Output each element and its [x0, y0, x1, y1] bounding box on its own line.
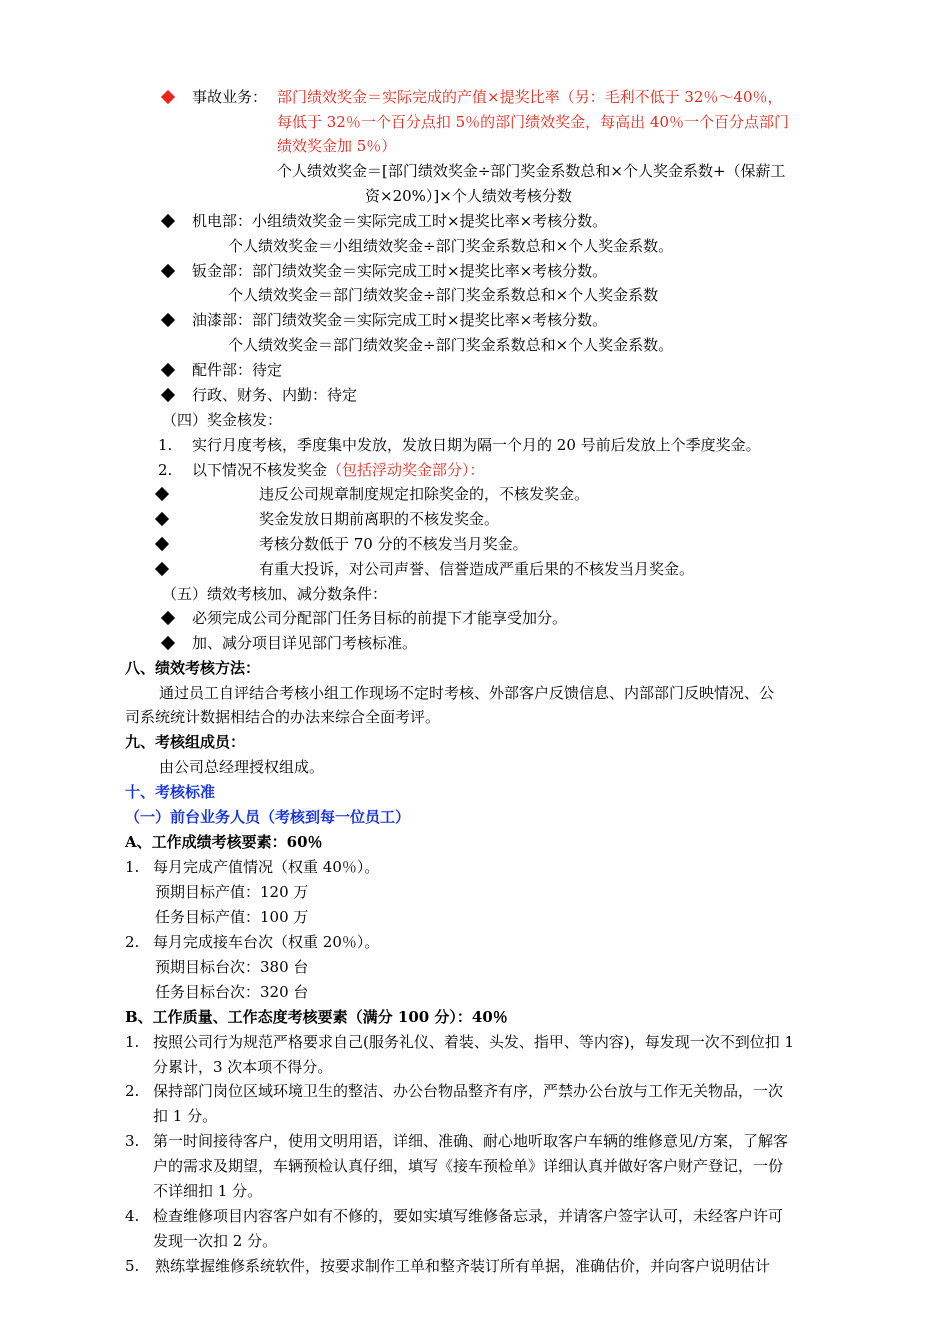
diamond-bullet-icon — [161, 90, 175, 104]
b-item-4-line-1: 检查维修项目内容客户如有不修的，要如实填写维修备忘录，并请客户签字认可，未经客户许可 — [153, 1207, 784, 1225]
item-number: 2. — [125, 1082, 140, 1100]
section8-line-2: 司系统统计数据相结合的办法来综合全面考评。 — [125, 708, 441, 726]
b-item-2-line-2: 扣 1 分。 — [153, 1107, 218, 1125]
dept-sheetmetal-line-1: 钣金部：部门绩效奖金＝实际完成工时×提奖比率×考核分数。 — [192, 262, 608, 280]
section4-item-2-note: （包括浮动奖金部分）： — [327, 461, 485, 479]
dept-paint-line-1: 油漆部：部门绩效奖金＝实际完成工时×提奖比率×考核分数。 — [192, 311, 608, 329]
diamond-bullet-icon — [161, 388, 175, 402]
dept-sheetmetal-line-2: 个人绩效奖金＝部门绩效奖金÷部门奖金系数总和×个人奖金系数 — [228, 286, 659, 304]
accident-line-2: 每低于 32％一个百分点扣 5％的部门绩效奖金，每高出 40％一个百分点部门 — [277, 113, 790, 131]
diamond-bullet-icon — [155, 487, 169, 501]
section-b-heading: B、工作质量、工作态度考核要素（满分 100 分）：40％ — [125, 1008, 508, 1026]
a-item-2-sub-1: 预期目标台次：380 台 — [155, 958, 309, 976]
b-item-3-line-1: 第一时间接待客户，使用文明用语，详细、准确、耐心地听取客户车辆的维修意见/方案，了解客 — [153, 1132, 789, 1150]
section5-item-1: 必须完成公司分配部门任务目标的前提下才能享受加分。 — [192, 609, 568, 627]
accident-line-5: 资×20%）]×个人绩效考核分数 — [365, 187, 572, 205]
b-item-3-line-3: 不详细扣 1 分。 — [153, 1182, 263, 1200]
dept-electrical-line-2: 个人绩效奖金＝小组绩效奖金÷部门奖金系数总和×个人奖金系数。 — [228, 237, 674, 255]
pending-parts: 配件部：待定 — [192, 361, 283, 379]
dept-paint-line-2: 个人绩效奖金＝部门绩效奖金÷部门奖金系数总和×个人奖金系数。 — [228, 336, 674, 354]
a-item-2: 每月完成接车台次（权重 20％）。 — [153, 933, 380, 951]
section5-item-2: 加、减分项目详见部门考核标准。 — [192, 634, 418, 652]
item-number: 2. — [125, 933, 140, 951]
section8-heading: 八、绩效考核方法： — [125, 659, 261, 677]
section-a-heading: A、工作成绩考核要素：60％ — [125, 833, 323, 851]
accident-label: 事故业务： — [192, 88, 268, 106]
accident-line-1: 部门绩效奖金＝实际完成的产值×提奖比率（另：毛利不低于 32％～40％， — [277, 88, 783, 106]
section10-heading: 十、考核标准 — [125, 783, 216, 801]
item-number: 1. — [158, 436, 173, 454]
a-item-1-sub-1: 预期目标产值：120 万 — [155, 883, 309, 901]
item-number: 5. — [125, 1257, 140, 1275]
accident-line-3: 绩效奖金加 5％） — [277, 137, 397, 155]
a-item-1-sub-2: 任务目标产值：100 万 — [155, 908, 309, 926]
item-number: 4. — [125, 1207, 140, 1225]
section9-line-1: 由公司总经理授权组成。 — [159, 758, 325, 776]
b-item-1-line-1: 按照公司行为规范严格要求自己(服务礼仪、着装、头发、指甲、等内容)，每发现一次不到位扣 1 — [153, 1033, 795, 1051]
b-item-2-line-1: 保持部门岗位区域环境卫生的整洁、办公台物品整齐有序，严禁办公台放与工作无关物品，一次 — [153, 1082, 784, 1100]
a-item-2-sub-2: 任务目标台次：320 台 — [155, 983, 309, 1001]
section4-item-2 — [192, 459, 485, 481]
section4-heading: （四）奖金核发： — [162, 411, 283, 429]
section4-item-2-text: 以下情况不核发奖金 — [192, 461, 328, 479]
section9-heading: 九、考核组成员： — [125, 733, 246, 751]
item-number: 3. — [125, 1132, 140, 1150]
dept-electrical-line-1: 机电部：小组绩效奖金＝实际完成工时×提奖比率×考核分数。 — [192, 212, 608, 230]
diamond-bullet-icon — [161, 363, 175, 377]
diamond-bullet-icon — [161, 611, 175, 625]
b-item-5-line-1: 熟练掌握维修系统软件，按要求制作工单和整齐装订所有单据，准确估价，并向客户说明估计 — [155, 1257, 771, 1275]
accident-line-4: 个人绩效奖金＝[部门绩效奖金÷部门奖金系数总和×个人奖金系数+（保薪工 — [277, 162, 786, 180]
b-item-1-line-2: 分累计，3 次本项不得分。 — [153, 1058, 333, 1076]
no-bonus-item-1: 违反公司规章制度规定扣除奖金的，不核发奖金。 — [259, 485, 590, 503]
section4-item-1: 实行月度考核，季度集中发放，发放日期为隔一个月的 20 号前后发放上个季度奖金。 — [192, 436, 761, 454]
a-item-1: 每月完成产值情况（权重 40％）。 — [153, 858, 380, 876]
diamond-bullet-icon — [161, 636, 175, 650]
diamond-bullet-icon — [161, 313, 175, 327]
item-number: 1. — [125, 858, 140, 876]
no-bonus-item-4: 有重大投诉，对公司声誉、信誉造成严重后果的不核发当月奖金。 — [259, 560, 695, 578]
diamond-bullet-icon — [155, 562, 169, 576]
section10-subheading: （一）前台业务人员（考核到每一位员工） — [125, 808, 411, 826]
item-number: 1. — [125, 1033, 140, 1051]
diamond-bullet-icon — [161, 264, 175, 278]
no-bonus-item-2: 奖金发放日期前离职的不核发奖金。 — [259, 510, 500, 528]
diamond-bullet-icon — [155, 537, 169, 551]
section5-heading: （五）绩效考核加、减分数条件： — [162, 585, 388, 603]
item-number: 2. — [158, 461, 173, 479]
no-bonus-item-3: 考核分数低于 70 分的不核发当月奖金。 — [259, 535, 528, 553]
diamond-bullet-icon — [155, 512, 169, 526]
b-item-3-line-2: 户的需求及期望，车辆预检认真仔细，填写《接车预检单》详细认真并做好客户财产登记，一份 — [153, 1157, 784, 1175]
diamond-bullet-icon — [161, 214, 175, 228]
section8-line-1: 通过员工自评结合考核小组工作现场不定时考核、外部客户反馈信息、内部部门反映情况、公 — [159, 684, 775, 702]
b-item-4-line-2: 发现一次扣 2 分。 — [153, 1232, 278, 1250]
pending-admin: 行政、财务、内勤：待定 — [192, 386, 358, 404]
